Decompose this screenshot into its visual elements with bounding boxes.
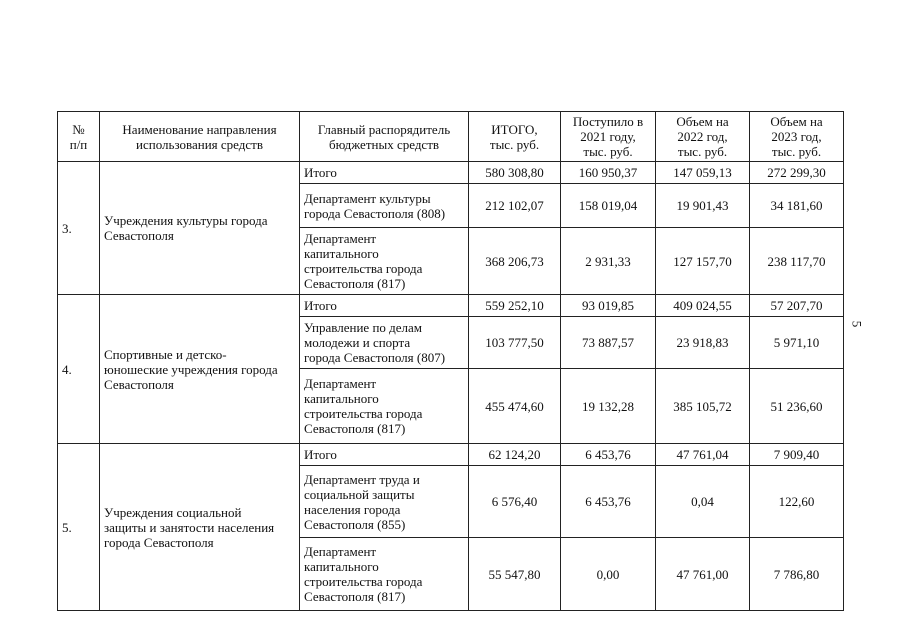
manager-name: Итого [300, 295, 469, 317]
table-header-row [58, 112, 844, 162]
total-value: 580 308,80 [469, 162, 561, 184]
table-row [58, 295, 844, 317]
row-number: 5. [58, 444, 100, 611]
received-2021-value: 2 931,33 [561, 228, 656, 295]
header-volume-2023: Объем на 2023 год, тыс. руб. [750, 112, 844, 162]
total-value: 212 102,07 [469, 184, 561, 228]
total-value: 455 474,60 [469, 369, 561, 444]
volume-2022-value: 409 024,55 [656, 295, 750, 317]
volume-2022-value: 385 105,72 [656, 369, 750, 444]
volume-2023-value: 5 971,10 [750, 317, 844, 369]
total-value: 368 206,73 [469, 228, 561, 295]
header-total: ИТОГО, тыс. руб. [469, 112, 561, 162]
received-2021-value: 73 887,57 [561, 317, 656, 369]
budget-table [57, 111, 844, 611]
total-value: 6 576,40 [469, 466, 561, 538]
volume-2022-value: 47 761,04 [656, 444, 750, 466]
manager-name: Департамент капитального строительства города Севастополя (817) [300, 228, 469, 295]
table-row [58, 162, 844, 184]
received-2021-value: 6 453,76 [561, 466, 656, 538]
volume-2023-value: 272 299,30 [750, 162, 844, 184]
header-manager: Главный распорядитель бюджетных средств [300, 112, 469, 162]
table-row [58, 444, 844, 466]
volume-2022-value: 23 918,83 [656, 317, 750, 369]
volume-2022-value: 0,04 [656, 466, 750, 538]
received-2021-value: 158 019,04 [561, 184, 656, 228]
row-number: 4. [58, 295, 100, 444]
row-number: 3. [58, 162, 100, 295]
received-2021-value: 19 132,28 [561, 369, 656, 444]
direction-name: Учреждения культуры города Севастополя [100, 162, 300, 295]
total-value: 559 252,10 [469, 295, 561, 317]
page-number: 5 [849, 320, 865, 328]
volume-2023-value: 34 181,60 [750, 184, 844, 228]
received-2021-value: 6 453,76 [561, 444, 656, 466]
direction-name: Спортивные и детско- юношеские учреждения города Севастополя [100, 295, 300, 444]
volume-2022-value: 147 059,13 [656, 162, 750, 184]
direction-name: Учреждения социальной защиты и занятости населения города Севастополя [100, 444, 300, 611]
volume-2023-value: 7 909,40 [750, 444, 844, 466]
received-2021-value: 160 950,37 [561, 162, 656, 184]
received-2021-value: 93 019,85 [561, 295, 656, 317]
total-value: 55 547,80 [469, 538, 561, 611]
manager-name: Департамент капитального строительства города Севастополя (817) [300, 538, 469, 611]
volume-2023-value: 7 786,80 [750, 538, 844, 611]
header-direction: Наименование направления использования средств [100, 112, 300, 162]
manager-name: Департамент культуры города Севастополя (808) [300, 184, 469, 228]
volume-2023-value: 57 207,70 [750, 295, 844, 317]
header-volume-2022: Объем на 2022 год, тыс. руб. [656, 112, 750, 162]
volume-2022-value: 127 157,70 [656, 228, 750, 295]
total-value: 62 124,20 [469, 444, 561, 466]
volume-2022-value: 19 901,43 [656, 184, 750, 228]
manager-name: Управление по делам молодежи и спорта города Севастополя (807) [300, 317, 469, 369]
volume-2022-value: 47 761,00 [656, 538, 750, 611]
volume-2023-value: 122,60 [750, 466, 844, 538]
volume-2023-value: 238 117,70 [750, 228, 844, 295]
received-2021-value: 0,00 [561, 538, 656, 611]
header-num: № п/п [58, 112, 100, 162]
manager-name: Итого [300, 444, 469, 466]
volume-2023-value: 51 236,60 [750, 369, 844, 444]
manager-name: Итого [300, 162, 469, 184]
manager-name: Департамент труда и социальной защиты населения города Севастополя (855) [300, 466, 469, 538]
header-received-2021: Поступило в 2021 году, тыс. руб. [561, 112, 656, 162]
total-value: 103 777,50 [469, 317, 561, 369]
manager-name: Департамент капитального строительства города Севастополя (817) [300, 369, 469, 444]
